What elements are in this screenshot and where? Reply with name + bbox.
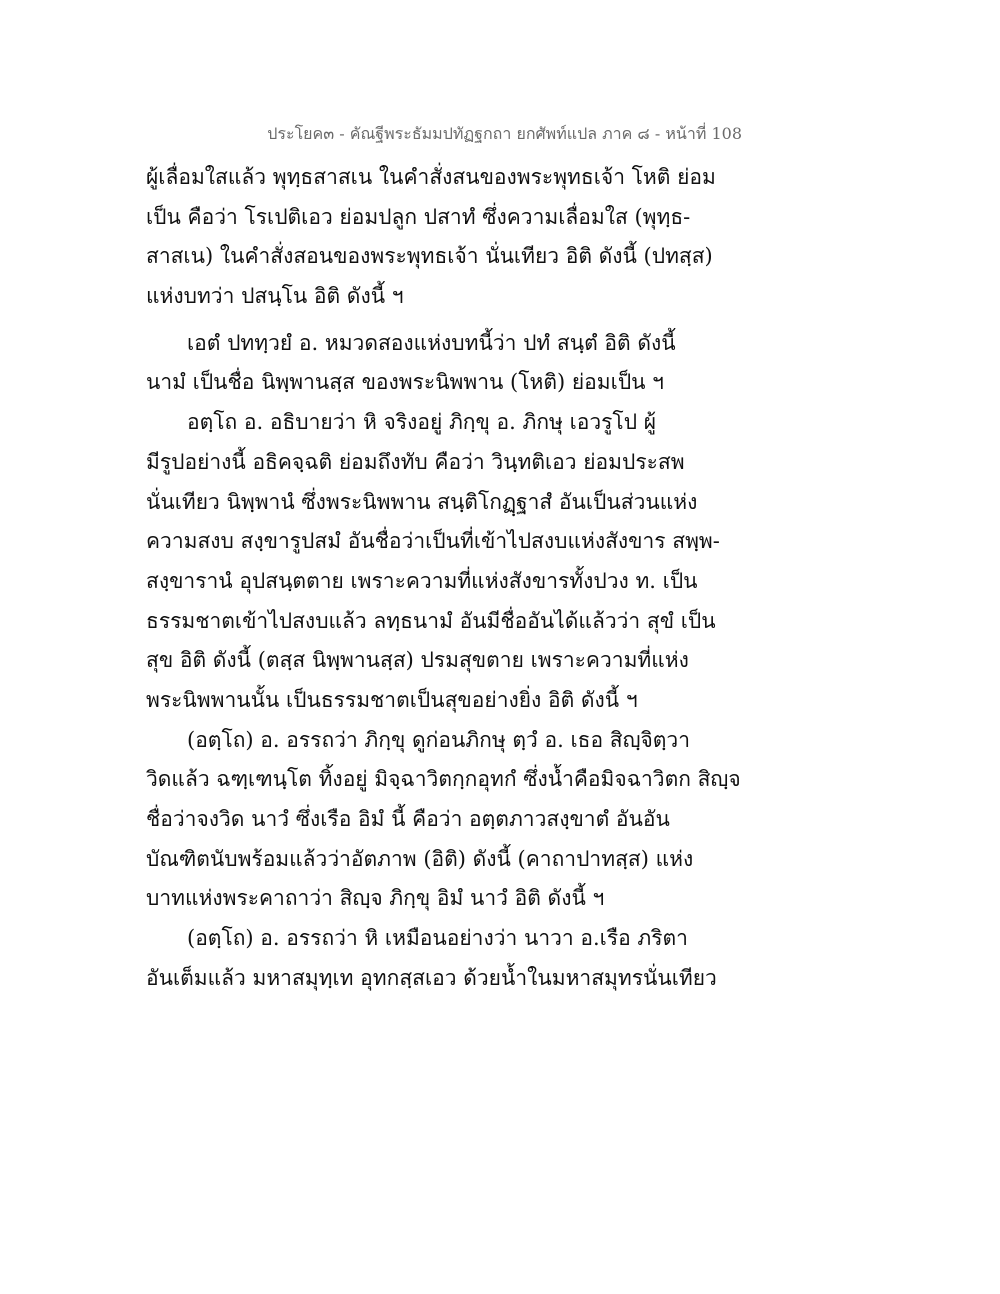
text-line: ผู้เลื่อมใสแล้ว พุทฺธสาสเน ในคำสั่งสนของพระพุทธเจ้า โหติ ย่อม — [146, 165, 716, 189]
text-line: (อตฺโถ) อ. อรรถว่า หิ เหมือนอย่างว่า นาวา อ.เรือ ภริตา — [187, 926, 688, 951]
text-line: บาทแห่งพระคาถาว่า สิญฺจ ภิกฺขุ อิมํ นาวํ อิติ ดังนี้ ฯ — [146, 886, 605, 911]
text-line: (อตฺโถ) อ. อรรถว่า ภิกฺขุ ดูก่อนภิกษุ ตฺวํ อ. เธอ สิญฺจิตฺวา — [187, 727, 690, 752]
text-line: ความสงบ สงฺขารูปสมํ อันชื่อว่าเป็นที่เข้าไปสงบแห่งสังขาร สพฺพ- — [146, 529, 720, 554]
text-line: สงฺขารานํ อุปสนฺตตาย เพราะความที่แห่งสังขารทั้งปวง ท. เป็น — [146, 568, 698, 593]
text-line: แห่งบทว่า ปสนฺโน อิติ ดังนี้ ฯ — [146, 284, 404, 309]
text-line: อตฺโถ อ. อธิบายว่า หิ จริงอยู่ ภิกฺขุ อ. ภิกษุ เอวรูโป ผู้ — [187, 410, 657, 435]
running-header: ประโยค๓ - คัณฐีพระธัมมปทัฏฐกถา ยกศัพท์แปล ภาค ๘ - หน้าที่ 108 — [267, 124, 742, 143]
text-line: อันเต็มแล้ว มหาสมุทฺเท อุทกสฺสเอว ด้วยน้ำในมหาสมุทรนั่นเทียว — [146, 965, 717, 990]
text-line: วิดแล้ว ฉฑฺเฑนฺโต ทิ้งอยู่ มิจฺฉาวิตกฺกอุทกํ ซึ่งน้ำคือมิจฉาวิตก สิญฺจ — [146, 767, 741, 792]
text-line: สุข อิติ ดังนี้ (ตสฺส นิพฺพานสฺส) ปรมสุขตาย เพราะความที่แห่ง — [146, 648, 689, 673]
text-line: มีรูปอย่างนี้ อธิคจฺฉติ ย่อมถึงทับ คือว่า วินฺทติเอว ย่อมประสพ — [146, 449, 685, 474]
text-line: พระนิพพานนั้น เป็นธรรมชาตเป็นสุขอย่างยิ่ง อิติ ดังนี้ ฯ — [146, 687, 638, 712]
text-line: เป็น คือว่า โรเปติเอว ย่อมปลูก ปสาทํ ซึ่งความเลื่อมใส (พุทฺธ- — [146, 204, 691, 229]
text-line: เอตํ ปททฺวยํ อ. หมวดสองแห่งบทนี้ว่า ปทํ สนฺตํ อิติ ดังนี้ — [187, 330, 676, 355]
body-text — [146, 158, 846, 998]
text-line: นามํ เป็นชื่อ นิพฺพานสฺส ของพระนิพพาน (โหติ) ย่อมเป็น ฯ — [146, 370, 664, 395]
text-line: ธรรมชาตเข้าไปสงบแล้ว ลทฺธนามํ อันมีชื่ออันได้แล้วว่า สุขํ เป็น — [146, 608, 716, 633]
text-line: ชื่อว่าจงวิด นาวํ ซึ่งเรือ อิมํ นี้ คือว่า อตฺตภาวสงฺขาตํ อันอัน — [146, 807, 670, 831]
text-line: บัณฑิตนับพร้อมแล้วว่าอัตภาพ (อิติ) ดังนี้ (คาถาปาทสฺส) แห่ง — [146, 846, 694, 871]
text-line: สาสเน) ในคำสั่งสอนของพระพุทธเจ้า นั่นเทียว อิติ ดังนี้ (ปทสฺส) — [146, 244, 713, 269]
text-line: นั่นเทียว นิพฺพานํ ซึ่งพระนิพพาน สนฺติโกฏฺฐาสํ อันเป็นส่วนแห่ง — [146, 489, 698, 514]
